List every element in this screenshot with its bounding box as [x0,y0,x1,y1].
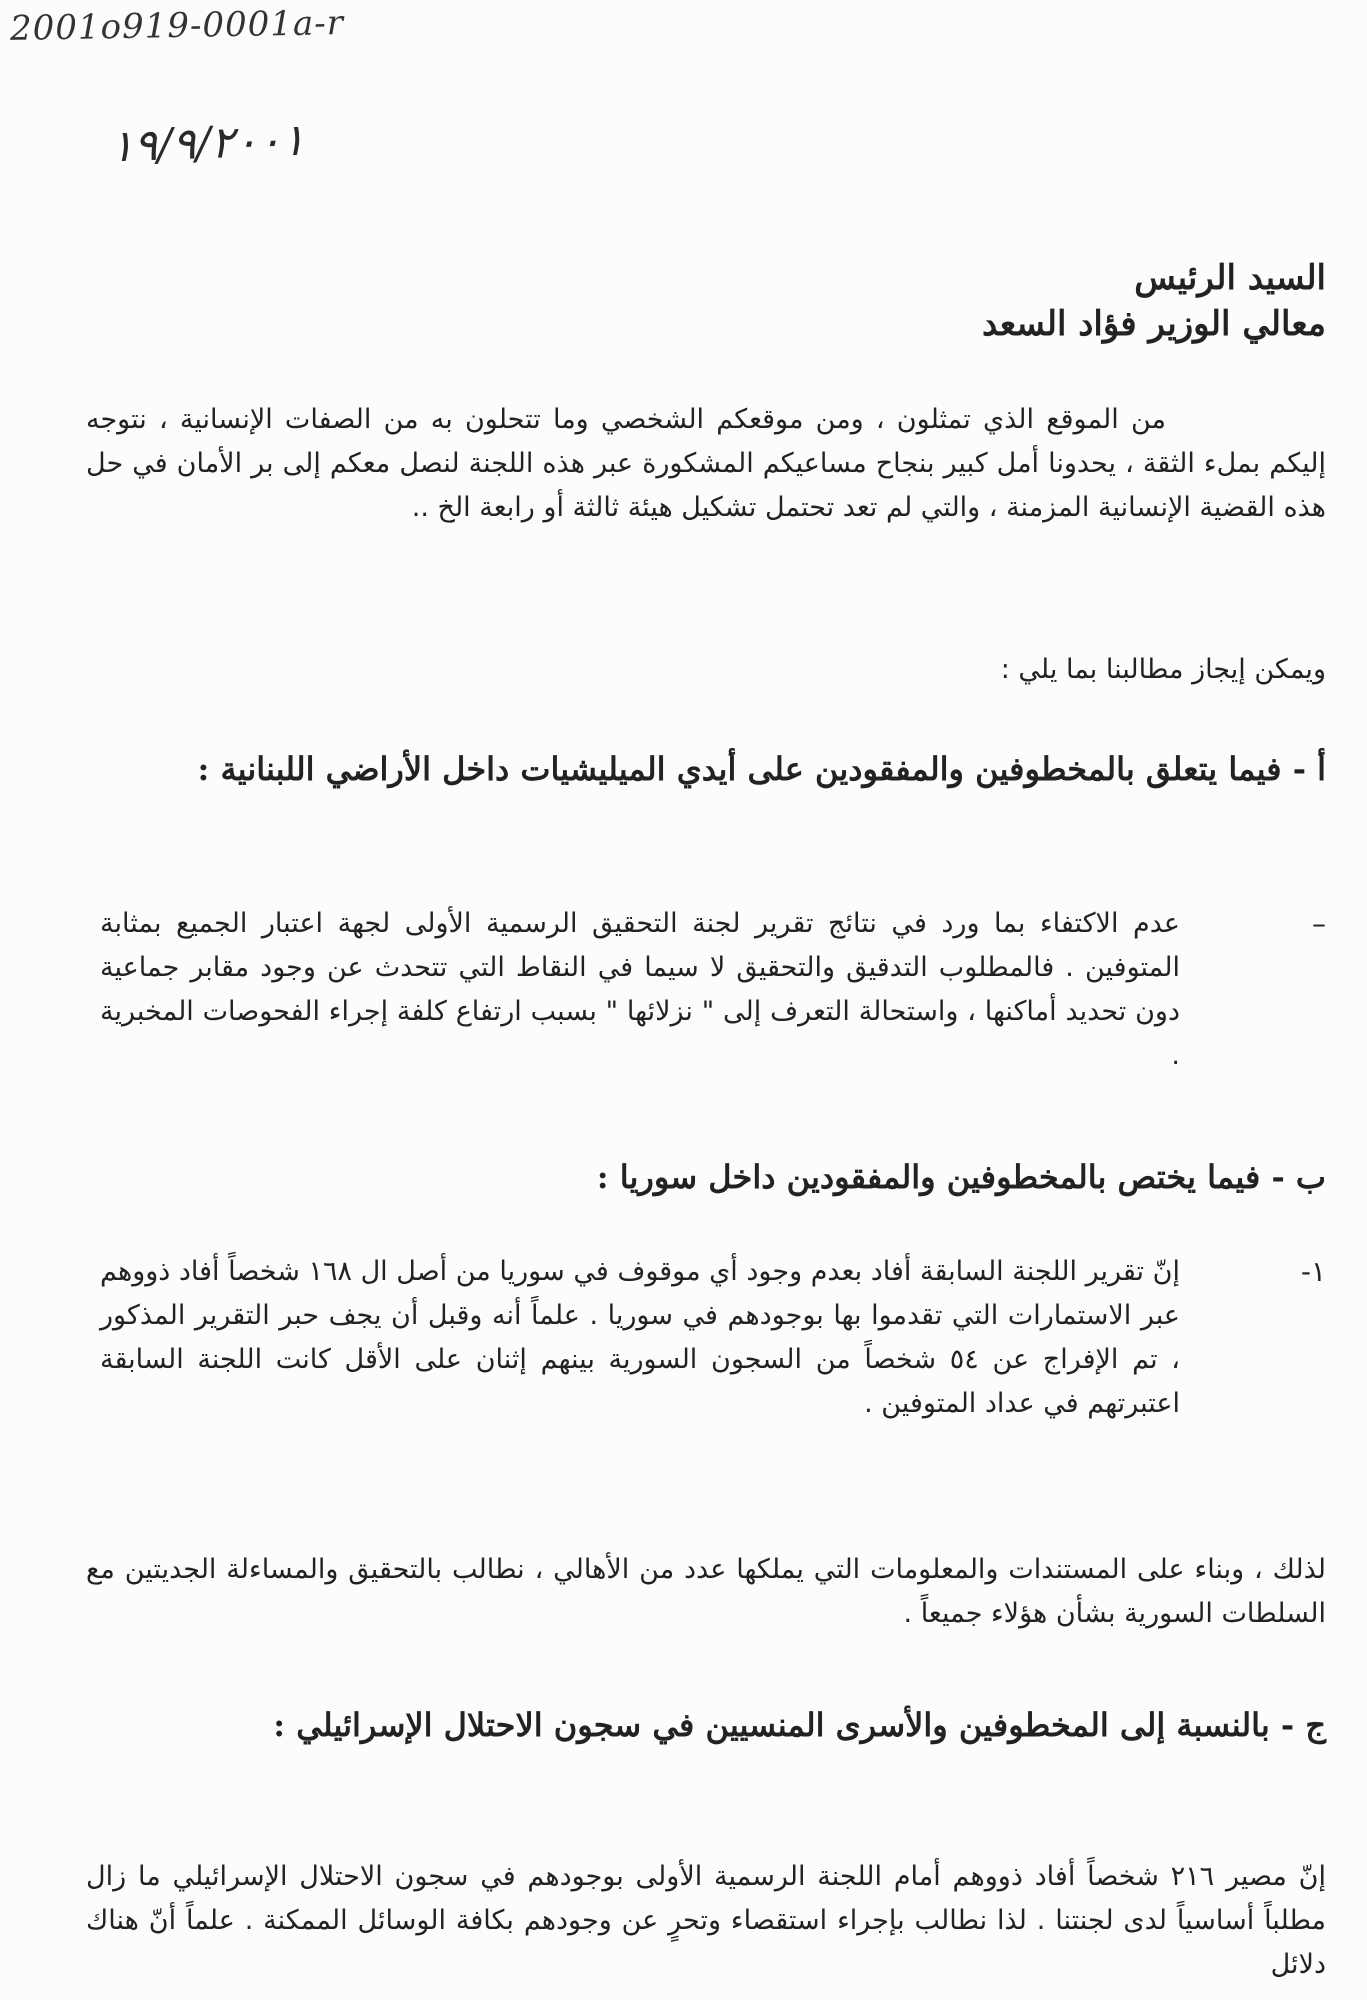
intro-paragraph: من الموقع الذي تمثلون ، ومن موقعكم الشخصي وما تتحلون به من الصفات الإنسانية ، نتوجه إليكم بملء الثقة ، يحدونا أمل كبير بنجاح مساعيكم المشكورة عبر هذه اللجنة لنصل معكم إلى بر الأمان في حل هذه القضية الإنسانية المزمنة ، والتي لم تعد تحتمل تشكيل هيئة ثالثة أو رابعة الخ .. [86,404,1326,523]
handwritten-date: ۱۹/۹/۲۰۰۱ [109,114,306,173]
section-c-text: إنّ مصير ٢١٦ شخصاً أفاد ذووهم أمام اللجنة الرسمية الأولى بوجودهم في سجون الاحتلال الإسرائيلي ما زال مطلباً أساسياً لدى لجنتنا . لذا نطالب بإجراء استقصاء وتحرٍ عن وجودهم بكافة الوسائل الممكنة . علماً أنّ هناك دلائل [86,1861,1327,1980]
section-b-demand: لذلك ، وبناء على المستندات والمعلومات التي يملكها عدد من الأهالي ، نطالب بالتحقيق والمساءلة الجديتين مع السلطات السورية بشأن هؤلاء جميعاً . [86,1554,1326,1629]
section-b-bullet: ١- [1300,1255,1326,1288]
section-a-text: عدم الاكتفاء بما ورد في نتائج تقرير لجنة التحقيق الرسمية الأولى لجهة اعتبار الجميع بمثابة المتوفين . فالمطلوب التدقيق والتحقيق لا سيما في النقاط التي تتحدث عن وجود مقابر جماعية دون تحديد أماكنها ، واستحالة التعرف إلى " نزلائها " بسبب ارتفاع كلفة إجراء الفحوصات المخبرية . [100,908,1180,1071]
salutation-line-minister: معالي الوزير فؤاد السعد [982,304,1326,344]
summary-line: ويمكن إيجاز مطالبنا بما يلي : [1000,654,1326,685]
section-b-text: إنّ تقرير اللجنة السابقة أفاد بعدم وجود أي موقوف في سوريا من أصل ال ١٦٨ شخصاً أفاد ذووهم عبر الاستمارات التي تقدموا بها بوجودهم في سوريا . علماً أنه وقبل أن يجف حبر التقرير المذكور ، تم الإفراج عن ٥٤ شخصاً من السجون السورية بينهم إثنان على الأقل كانت اللجنة السابقة اعتبرتهم في عداد المتوفين . [100,1256,1180,1419]
section-a-heading: أ - فيما يتعلق بالمخطوفين والمفقودين على أيدي الميليشيات داخل الأراضي اللبنانية : [197,750,1326,788]
section-a-bullet: – [1312,907,1326,940]
salutation [86,255,1326,347]
section-b-heading: ب - فيما يختص بالمخطوفين والمفقودين داخل سوريا : [596,1158,1326,1196]
handwritten-reference-number: 2001o919-0001a-r [9,3,345,49]
section-c-heading: ج - بالنسبة إلى المخطوفين والأسرى المنسيين في سجون الاحتلال الإسرائيلي : [273,1706,1326,1744]
salutation-line-president: السيد الرئيس [1134,258,1326,298]
